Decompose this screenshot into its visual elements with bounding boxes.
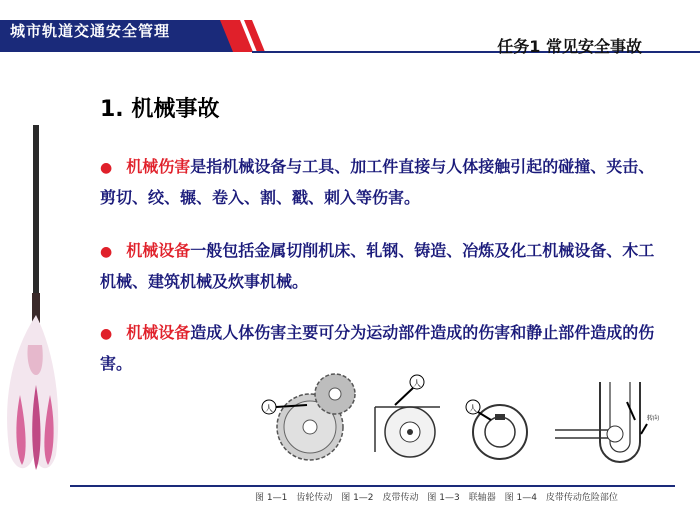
rotation-label: 转向 bbox=[647, 415, 660, 422]
bullet-item bbox=[100, 152, 670, 212]
caption-item: 图 1—1 齿轮传动 bbox=[255, 493, 333, 503]
bullet-item bbox=[100, 236, 670, 296]
slide-heading: 1. 机械事故 bbox=[100, 97, 220, 122]
caption-item: 图 1—3 联轴器 bbox=[427, 493, 496, 503]
bullet-text: 是指机械设备与工具、加工件直接与人体接触引起的碰撞、夹击、剪切、绞、辗、卷入、割、戳、刺入等伤害。 bbox=[100, 157, 655, 207]
course-title: 城市轨道交通安全管理 bbox=[10, 22, 171, 40]
bullet-text: 造成人体伤害主要可分为运动部件造成的伤害和静止部件造成的伤害。 bbox=[100, 323, 655, 373]
belt-hazard-point-figure bbox=[555, 382, 659, 462]
task-title: 任务1 常见安全事故 bbox=[497, 37, 642, 56]
bullet-item bbox=[100, 318, 670, 378]
figure-captions bbox=[255, 490, 695, 503]
bullet-dot-icon: ● bbox=[100, 160, 113, 176]
mechanical-hazard-figures bbox=[255, 372, 675, 482]
bullet-term: 机械设备 bbox=[126, 323, 191, 342]
caption-item: 图 1—4 皮带传动危险部位 bbox=[504, 493, 618, 503]
coupling-figure bbox=[466, 400, 527, 459]
footer-divider bbox=[70, 485, 675, 487]
person-label: 人 bbox=[413, 379, 421, 388]
bullet-term: 机械伤害 bbox=[126, 157, 191, 176]
gear-transmission-figure bbox=[262, 374, 355, 460]
caption-item: 图 1—2 皮带传动 bbox=[341, 493, 419, 503]
person-label: 人 bbox=[265, 404, 273, 413]
bullet-dot-icon: ● bbox=[100, 244, 113, 260]
person-label: 人 bbox=[469, 404, 477, 413]
header-bar bbox=[0, 0, 700, 60]
bullet-term: 机械设备 bbox=[126, 241, 191, 260]
bullet-text: 一般包括金属切削机床、轧钢、铸造、冶炼及化工机械设备、木工机械、建筑机械及炊事机械。 bbox=[100, 241, 655, 291]
brush-illustration bbox=[0, 125, 60, 485]
bullet-dot-icon: ● bbox=[100, 326, 113, 342]
belt-drive-figure bbox=[375, 375, 440, 457]
